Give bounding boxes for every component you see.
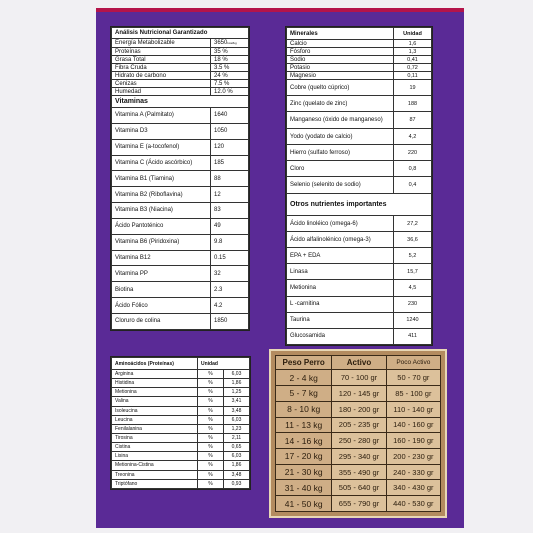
feeding-low-active: 200 - 230 gr xyxy=(386,448,440,464)
table-row xyxy=(112,379,250,388)
mineral-label: Manganeso (óxido de manganeso) xyxy=(287,112,394,129)
vitamin-label: Ácido Pantoténico xyxy=(112,218,211,234)
other-nutrient-value: 1240 xyxy=(394,312,432,328)
amino-label: Isoleucina xyxy=(112,406,198,415)
amino-value: 0,65 xyxy=(224,443,250,452)
amino-unit: % xyxy=(198,433,224,442)
vitamin-value: 9.8 xyxy=(211,234,249,250)
other-nutrients-title: Otros nutrientes importantes xyxy=(287,194,432,216)
feeding-active: 505 - 640 gr xyxy=(332,480,386,496)
amino-label: Valina xyxy=(112,397,198,406)
table-row xyxy=(112,171,249,187)
amino-unit: % xyxy=(198,406,224,415)
mineral-label: Zinc (quelato de zinc) xyxy=(287,96,394,112)
mineral-value: 1,6 xyxy=(394,40,432,48)
vitamin-label: Vitamina E (a-tocofenol) xyxy=(112,139,211,155)
table-row xyxy=(112,313,249,329)
table-row xyxy=(287,112,432,129)
amino-value: 1,23 xyxy=(224,424,250,433)
table-row xyxy=(112,282,249,298)
other-nutrient-value: 411 xyxy=(394,328,432,344)
table-row xyxy=(112,479,250,488)
other-nutrient-value: 4,5 xyxy=(394,280,432,296)
table-row xyxy=(112,218,249,234)
nutrient-label: Fibra Cruda xyxy=(112,64,211,72)
table-row xyxy=(112,187,249,203)
feeding-low-active: 340 - 430 gr xyxy=(386,480,440,496)
other-nutrient-value: 36,6 xyxy=(394,232,432,248)
table-row xyxy=(112,56,249,64)
amino-unit: % xyxy=(198,370,224,379)
vitamin-value: 1050 xyxy=(211,123,249,139)
vitamin-value: 1640 xyxy=(211,108,249,124)
table-row xyxy=(112,88,249,96)
mineral-label: Potasio xyxy=(287,64,394,72)
vitamins-title: Vitaminas xyxy=(112,96,249,108)
feeding-header-weight: Peso Perro xyxy=(276,356,332,370)
feeding-weight: 17 - 20 kg xyxy=(276,448,332,464)
feeding-weight: 8 - 10 kg xyxy=(276,401,332,417)
mineral-value: 220 xyxy=(394,145,432,161)
feeding-low-active: 440 - 530 gr xyxy=(386,496,440,512)
table-row xyxy=(112,461,250,470)
table-row xyxy=(112,443,250,452)
nutrient-label: Humedad xyxy=(112,88,211,96)
minerals-title: Minerales xyxy=(287,28,394,40)
vitamin-value: 83 xyxy=(211,203,249,219)
table-row xyxy=(287,48,432,56)
amino-value: 3,48 xyxy=(224,406,250,415)
amino-unit: % xyxy=(198,388,224,397)
feeding-weight: 5 - 7 kg xyxy=(276,386,332,402)
amino-value: 1,86 xyxy=(224,379,250,388)
table-row xyxy=(287,96,432,112)
amino-unit: % xyxy=(198,443,224,452)
table-row xyxy=(287,216,432,232)
table-row xyxy=(276,401,441,417)
table-row xyxy=(287,248,432,264)
feeding-active: 120 - 145 gr xyxy=(332,386,386,402)
nutrient-label: Proteínas xyxy=(112,48,211,56)
table-row xyxy=(287,64,432,72)
energy-value: 3650kcal/kg xyxy=(211,39,249,48)
amino-unit-header: Unidad xyxy=(198,358,250,370)
table-row xyxy=(112,388,250,397)
mineral-label: Yodo (yodato de calcio) xyxy=(287,128,394,144)
table-row xyxy=(287,80,432,96)
vitamin-label: Vitamina B3 (Niacina) xyxy=(112,203,211,219)
other-nutrient-label: EPA + EDA xyxy=(287,248,394,264)
feeding-header-active: Activo xyxy=(332,356,386,370)
table-row xyxy=(276,464,441,480)
vitamin-label: Cloruro de colina xyxy=(112,313,211,329)
table-row xyxy=(112,48,249,56)
feeding-weight: 41 - 50 kg xyxy=(276,496,332,512)
energy-label: Energía Metabolizable xyxy=(112,39,211,48)
amino-label: Lisina xyxy=(112,452,198,461)
other-nutrient-label: Taurina xyxy=(287,312,394,328)
table-row xyxy=(287,312,432,328)
table-row xyxy=(276,386,441,402)
amino-value: 6,03 xyxy=(224,415,250,424)
table-row xyxy=(276,433,441,449)
table-row xyxy=(112,123,249,139)
mineral-label: Cobre (quelto cúprico) xyxy=(287,80,394,96)
table-row xyxy=(276,417,441,433)
table-row xyxy=(112,406,250,415)
nutrient-value: 3.5 % xyxy=(211,64,249,72)
other-nutrient-label: Ácido alfalinolénico (omega-3) xyxy=(287,232,394,248)
amino-unit: % xyxy=(198,379,224,388)
vitamin-label: Vitamina B12 xyxy=(112,250,211,266)
vitamin-label: Biotina xyxy=(112,282,211,298)
other-nutrient-label: Metionina xyxy=(287,280,394,296)
mineral-label: Sodio xyxy=(287,56,394,64)
table-row xyxy=(112,96,249,108)
mineral-label: Selenio (selenito de sodio) xyxy=(287,177,394,194)
table-row xyxy=(287,72,432,80)
table-row xyxy=(112,424,250,433)
amino-unit: % xyxy=(198,470,224,479)
table-row xyxy=(287,161,432,177)
mineral-value: 19 xyxy=(394,80,432,96)
nutrient-value: 18 % xyxy=(211,56,249,64)
vitamin-value: 4.2 xyxy=(211,298,249,314)
mineral-value: 1,3 xyxy=(394,48,432,56)
other-nutrient-label: Ácido linoléico (omega-6) xyxy=(287,216,394,232)
table-row xyxy=(112,433,250,442)
vitamin-label: Vitamina B2 (Riboflavina) xyxy=(112,187,211,203)
amino-unit: % xyxy=(198,461,224,470)
mineral-value: 188 xyxy=(394,96,432,112)
amino-value: 3,48 xyxy=(224,470,250,479)
table-row xyxy=(287,145,432,161)
table-row xyxy=(112,266,249,282)
table-row xyxy=(287,40,432,48)
table-row xyxy=(112,234,249,250)
feeding-low-active: 160 - 190 gr xyxy=(386,433,440,449)
table-row xyxy=(287,128,432,144)
nutrient-label: Grasa Total xyxy=(112,56,211,64)
feeding-guide-table xyxy=(269,349,447,518)
amino-unit: % xyxy=(198,479,224,488)
table-row xyxy=(276,480,441,496)
vitamin-value: 88 xyxy=(211,171,249,187)
mineral-label: Hierro (sulfato ferroso) xyxy=(287,145,394,161)
table-row xyxy=(112,203,249,219)
table-row xyxy=(112,415,250,424)
feeding-low-active: 85 - 100 gr xyxy=(386,386,440,402)
amino-label: Fenilalanina xyxy=(112,424,198,433)
amino-unit: % xyxy=(198,452,224,461)
mineral-value: 4,2 xyxy=(394,128,432,144)
table-row xyxy=(276,496,441,512)
amino-unit: % xyxy=(198,415,224,424)
minerals-table xyxy=(285,26,433,346)
other-nutrient-label: Linasa xyxy=(287,264,394,280)
amino-value: 3,41 xyxy=(224,397,250,406)
vitamin-label: Vitamina B1 (Tiamina) xyxy=(112,171,211,187)
feeding-header-low: Poco Activo xyxy=(386,356,440,370)
feeding-low-active: 110 - 140 gr xyxy=(386,401,440,417)
table-row xyxy=(287,177,432,194)
mineral-label: Cloro xyxy=(287,161,394,177)
other-nutrient-value: 15,7 xyxy=(394,264,432,280)
nutrient-value: 24 % xyxy=(211,72,249,80)
amino-label: Metionina xyxy=(112,388,198,397)
table-row xyxy=(112,108,249,124)
table-row xyxy=(287,194,432,216)
mineral-label: Calcio xyxy=(287,40,394,48)
amino-label: Triptófano xyxy=(112,479,198,488)
amino-value: 1,86 xyxy=(224,461,250,470)
feeding-weight: 14 - 16 kg xyxy=(276,433,332,449)
table-row xyxy=(287,264,432,280)
amino-label: Histidina xyxy=(112,379,198,388)
feeding-weight: 11 - 13 kg xyxy=(276,417,332,433)
nutrient-value: 7.5 % xyxy=(211,80,249,88)
table-row xyxy=(112,370,250,379)
minerals-unit-header: Unidad xyxy=(394,28,432,40)
feeding-low-active: 50 - 70 gr xyxy=(386,370,440,386)
mineral-value: 0,4 xyxy=(394,177,432,194)
feeding-active: 655 - 790 gr xyxy=(332,496,386,512)
feeding-active: 355 - 490 gr xyxy=(332,464,386,480)
vitamin-value: 120 xyxy=(211,139,249,155)
table-row xyxy=(112,250,249,266)
mineral-label: Fósforo xyxy=(287,48,394,56)
table-row xyxy=(112,72,249,80)
nutrient-label: Hidrato de carbono xyxy=(112,72,211,80)
mineral-value: 0,72 xyxy=(394,64,432,72)
feeding-active: 295 - 340 gr xyxy=(332,448,386,464)
vitamin-label: Vitamina PP xyxy=(112,266,211,282)
table-row xyxy=(112,155,249,171)
feeding-active: 205 - 235 gr xyxy=(332,417,386,433)
vitamin-value: 32 xyxy=(211,266,249,282)
amino-value: 0,93 xyxy=(224,479,250,488)
nutrient-value: 12.0 % xyxy=(211,88,249,96)
amino-value: 6,03 xyxy=(224,370,250,379)
vitamin-value: 1850 xyxy=(211,313,249,329)
vitamin-label: Vitamina A (Palmitato) xyxy=(112,108,211,124)
table-row xyxy=(287,328,432,344)
table-row xyxy=(287,280,432,296)
other-nutrient-value: 230 xyxy=(394,296,432,312)
feeding-low-active: 240 - 330 gr xyxy=(386,464,440,480)
feeding-active: 250 - 280 gr xyxy=(332,433,386,449)
amino-label: Arginina xyxy=(112,370,198,379)
vitamin-value: 2.3 xyxy=(211,282,249,298)
table-row xyxy=(112,80,249,88)
vitamin-value: 185 xyxy=(211,155,249,171)
nutrition-title: Análisis Nutricional Garantizado xyxy=(112,28,249,39)
vitamin-label: Ácido Fólico xyxy=(112,298,211,314)
table-row xyxy=(287,56,432,64)
feeding-weight: 31 - 40 kg xyxy=(276,480,332,496)
vitamin-label: Vitamina C (Ácido ascórbico) xyxy=(112,155,211,171)
mineral-value: 0,11 xyxy=(394,72,432,80)
table-row xyxy=(276,448,441,464)
table-row xyxy=(276,370,441,386)
vitamin-label: Vitamina B6 (Piridoxina) xyxy=(112,234,211,250)
other-nutrient-label: L -carnitina xyxy=(287,296,394,312)
amino-acids-table xyxy=(110,356,251,490)
mineral-value: 87 xyxy=(394,112,432,129)
table-row xyxy=(112,452,250,461)
feeding-weight: 2 - 4 kg xyxy=(276,370,332,386)
amino-label: Metionina-Cistina xyxy=(112,461,198,470)
table-row xyxy=(112,470,250,479)
feeding-weight: 21 - 30 kg xyxy=(276,464,332,480)
table-row xyxy=(112,64,249,72)
amino-unit: % xyxy=(198,424,224,433)
amino-label: Cistina xyxy=(112,443,198,452)
other-nutrient-value: 27,2 xyxy=(394,216,432,232)
amino-value: 2,11 xyxy=(224,433,250,442)
vitamin-value: 12 xyxy=(211,187,249,203)
feeding-active: 70 - 100 gr xyxy=(332,370,386,386)
table-row xyxy=(112,298,249,314)
table-row xyxy=(112,397,250,406)
amino-value: 1,25 xyxy=(224,388,250,397)
other-nutrient-label: Glucosamida xyxy=(287,328,394,344)
panel-top-edge xyxy=(96,8,464,12)
vitamin-label: Vitamina D3 xyxy=(112,123,211,139)
amino-value: 6,03 xyxy=(224,452,250,461)
nutrient-value: 35 % xyxy=(211,48,249,56)
nutrient-label: Cenizas xyxy=(112,80,211,88)
feeding-active: 180 - 200 gr xyxy=(332,401,386,417)
vitamin-value: 49 xyxy=(211,218,249,234)
feeding-low-active: 140 - 160 gr xyxy=(386,417,440,433)
table-row xyxy=(112,139,249,155)
amino-label: Tirosina xyxy=(112,433,198,442)
amino-unit: % xyxy=(198,397,224,406)
mineral-value: 0,41 xyxy=(394,56,432,64)
amino-label: Leucina xyxy=(112,415,198,424)
table-row xyxy=(287,296,432,312)
amino-title: Aminoácidos (Proteínas) xyxy=(112,358,198,370)
other-nutrient-value: 5,2 xyxy=(394,248,432,264)
table-row xyxy=(287,232,432,248)
amino-label: Treonina xyxy=(112,470,198,479)
nutrition-analysis-table xyxy=(110,26,250,331)
vitamin-value: 0.15 xyxy=(211,250,249,266)
mineral-label: Magnesio xyxy=(287,72,394,80)
mineral-value: 0,8 xyxy=(394,161,432,177)
